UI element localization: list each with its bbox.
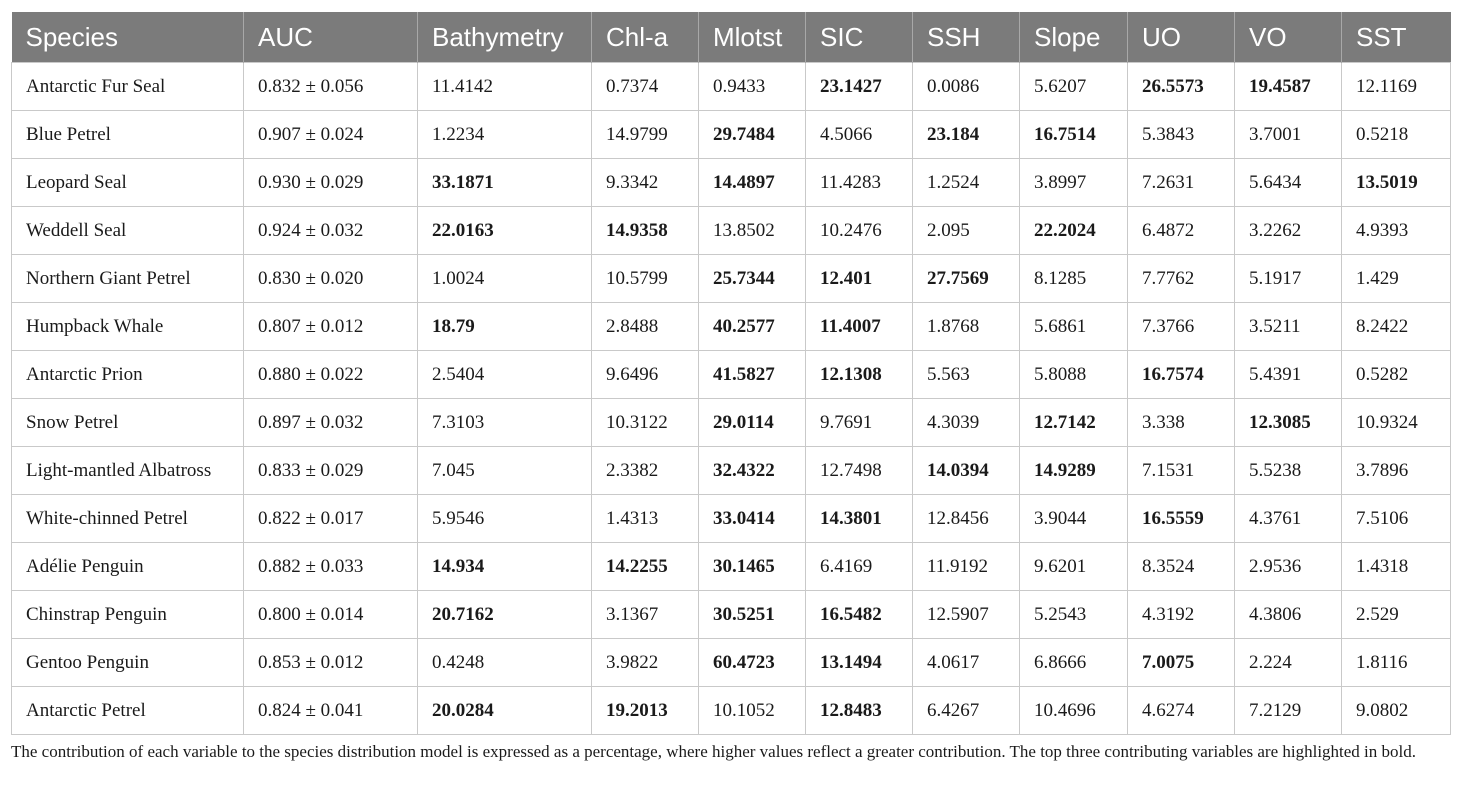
- cell-mlotst: 33.0414: [699, 495, 806, 543]
- cell-sst: 4.9393: [1342, 207, 1451, 255]
- cell-ssh: 1.8768: [913, 303, 1020, 351]
- header-row: [12, 12, 1451, 63]
- cell-sst: 10.9324: [1342, 399, 1451, 447]
- cell-slope: 9.6201: [1020, 543, 1128, 591]
- species-name-cell: Chinstrap Penguin: [12, 591, 244, 639]
- cell-sst: 1.8116: [1342, 639, 1451, 687]
- cell-sic: 11.4283: [806, 159, 913, 207]
- table-row: [12, 687, 1451, 735]
- table-row: [12, 63, 1451, 111]
- cell-auc: 0.897 ± 0.032: [244, 399, 418, 447]
- cell-mlotst: 41.5827: [699, 351, 806, 399]
- cell-uo: 16.7574: [1128, 351, 1235, 399]
- cell-ssh: 6.4267: [913, 687, 1020, 735]
- cell-mlotst: 30.1465: [699, 543, 806, 591]
- cell-auc: 0.882 ± 0.033: [244, 543, 418, 591]
- cell-auc: 0.800 ± 0.014: [244, 591, 418, 639]
- table-row: [12, 255, 1451, 303]
- species-name-cell: Antarctic Petrel: [12, 687, 244, 735]
- cell-auc: 0.833 ± 0.029: [244, 447, 418, 495]
- table-header: [12, 12, 1451, 63]
- species-name-cell: Snow Petrel: [12, 399, 244, 447]
- cell-bathymetry: 0.4248: [418, 639, 592, 687]
- cell-vo: 2.224: [1235, 639, 1342, 687]
- cell-sic: 13.1494: [806, 639, 913, 687]
- cell-sst: 1.429: [1342, 255, 1451, 303]
- cell-uo: 3.338: [1128, 399, 1235, 447]
- column-header-bathymetry: Bathymetry: [418, 12, 592, 63]
- cell-sst: 2.529: [1342, 591, 1451, 639]
- species-name-cell: Leopard Seal: [12, 159, 244, 207]
- cell-auc: 0.807 ± 0.012: [244, 303, 418, 351]
- cell-sst: 1.4318: [1342, 543, 1451, 591]
- cell-vo: 5.1917: [1235, 255, 1342, 303]
- cell-auc: 0.853 ± 0.012: [244, 639, 418, 687]
- cell-sst: 7.5106: [1342, 495, 1451, 543]
- cell-auc: 0.924 ± 0.032: [244, 207, 418, 255]
- table-row: [12, 351, 1451, 399]
- cell-ssh: 4.3039: [913, 399, 1020, 447]
- cell-ssh: 4.0617: [913, 639, 1020, 687]
- cell-uo: 7.2631: [1128, 159, 1235, 207]
- cell-sic: 6.4169: [806, 543, 913, 591]
- cell-sst: 0.5218: [1342, 111, 1451, 159]
- cell-mlotst: 0.9433: [699, 63, 806, 111]
- cell-bathymetry: 22.0163: [418, 207, 592, 255]
- species-name-cell: Blue Petrel: [12, 111, 244, 159]
- cell-sic: 4.5066: [806, 111, 913, 159]
- cell-vo: 4.3761: [1235, 495, 1342, 543]
- cell-vo: 2.9536: [1235, 543, 1342, 591]
- cell-slope: 16.7514: [1020, 111, 1128, 159]
- cell-uo: 7.7762: [1128, 255, 1235, 303]
- cell-chl-a: 14.9799: [592, 111, 699, 159]
- species-name-cell: Light-mantled Albatross: [12, 447, 244, 495]
- cell-uo: 7.0075: [1128, 639, 1235, 687]
- cell-bathymetry: 20.7162: [418, 591, 592, 639]
- cell-slope: 6.8666: [1020, 639, 1128, 687]
- cell-mlotst: 13.8502: [699, 207, 806, 255]
- column-header-species: Species: [12, 12, 244, 63]
- cell-bathymetry: 33.1871: [418, 159, 592, 207]
- cell-ssh: 2.095: [913, 207, 1020, 255]
- table-body: [12, 63, 1451, 735]
- species-contribution-table-wrapper: [11, 12, 1450, 735]
- cell-sst: 13.5019: [1342, 159, 1451, 207]
- cell-sic: 10.2476: [806, 207, 913, 255]
- column-header-ssh: SSH: [913, 12, 1020, 63]
- species-name-cell: Humpback Whale: [12, 303, 244, 351]
- cell-bathymetry: 18.79: [418, 303, 592, 351]
- table-row: [12, 399, 1451, 447]
- species-name-cell: Gentoo Penguin: [12, 639, 244, 687]
- table-row: [12, 639, 1451, 687]
- cell-ssh: 11.9192: [913, 543, 1020, 591]
- cell-slope: 12.7142: [1020, 399, 1128, 447]
- cell-sst: 9.0802: [1342, 687, 1451, 735]
- cell-sic: 9.7691: [806, 399, 913, 447]
- cell-chl-a: 2.3382: [592, 447, 699, 495]
- cell-vo: 3.5211: [1235, 303, 1342, 351]
- column-header-sst: SST: [1342, 12, 1451, 63]
- cell-vo: 5.6434: [1235, 159, 1342, 207]
- cell-slope: 3.9044: [1020, 495, 1128, 543]
- cell-auc: 0.907 ± 0.024: [244, 111, 418, 159]
- cell-uo: 26.5573: [1128, 63, 1235, 111]
- species-contribution-table: [11, 12, 1451, 735]
- cell-mlotst: 14.4897: [699, 159, 806, 207]
- cell-bathymetry: 2.5404: [418, 351, 592, 399]
- cell-chl-a: 9.6496: [592, 351, 699, 399]
- cell-mlotst: 32.4322: [699, 447, 806, 495]
- cell-uo: 6.4872: [1128, 207, 1235, 255]
- cell-bathymetry: 7.3103: [418, 399, 592, 447]
- cell-chl-a: 9.3342: [592, 159, 699, 207]
- cell-vo: 5.5238: [1235, 447, 1342, 495]
- table-row: [12, 159, 1451, 207]
- cell-sst: 8.2422: [1342, 303, 1451, 351]
- cell-ssh: 1.2524: [913, 159, 1020, 207]
- cell-sic: 16.5482: [806, 591, 913, 639]
- cell-ssh: 14.0394: [913, 447, 1020, 495]
- cell-slope: 5.2543: [1020, 591, 1128, 639]
- cell-vo: 5.4391: [1235, 351, 1342, 399]
- cell-auc: 0.832 ± 0.056: [244, 63, 418, 111]
- cell-mlotst: 29.0114: [699, 399, 806, 447]
- cell-bathymetry: 7.045: [418, 447, 592, 495]
- cell-sst: 12.1169: [1342, 63, 1451, 111]
- cell-auc: 0.824 ± 0.041: [244, 687, 418, 735]
- cell-uo: 4.3192: [1128, 591, 1235, 639]
- cell-chl-a: 3.1367: [592, 591, 699, 639]
- column-header-uo: UO: [1128, 12, 1235, 63]
- cell-sst: 3.7896: [1342, 447, 1451, 495]
- cell-auc: 0.930 ± 0.029: [244, 159, 418, 207]
- cell-vo: 7.2129: [1235, 687, 1342, 735]
- column-header-slope: Slope: [1020, 12, 1128, 63]
- column-header-auc: AUC: [244, 12, 418, 63]
- cell-auc: 0.830 ± 0.020: [244, 255, 418, 303]
- cell-bathymetry: 20.0284: [418, 687, 592, 735]
- table-row: [12, 543, 1451, 591]
- cell-mlotst: 29.7484: [699, 111, 806, 159]
- cell-vo: 19.4587: [1235, 63, 1342, 111]
- species-name-cell: Northern Giant Petrel: [12, 255, 244, 303]
- column-header-mlotst: Mlotst: [699, 12, 806, 63]
- cell-mlotst: 60.4723: [699, 639, 806, 687]
- cell-sic: 12.1308: [806, 351, 913, 399]
- cell-ssh: 23.184: [913, 111, 1020, 159]
- table-row: [12, 447, 1451, 495]
- cell-vo: 4.3806: [1235, 591, 1342, 639]
- cell-vo: 3.7001: [1235, 111, 1342, 159]
- cell-bathymetry: 5.9546: [418, 495, 592, 543]
- cell-slope: 3.8997: [1020, 159, 1128, 207]
- cell-mlotst: 10.1052: [699, 687, 806, 735]
- cell-ssh: 27.7569: [913, 255, 1020, 303]
- cell-sic: 12.8483: [806, 687, 913, 735]
- cell-chl-a: 14.9358: [592, 207, 699, 255]
- cell-bathymetry: 1.0024: [418, 255, 592, 303]
- cell-mlotst: 30.5251: [699, 591, 806, 639]
- table-row: [12, 207, 1451, 255]
- species-name-cell: Antarctic Fur Seal: [12, 63, 244, 111]
- cell-sic: 23.1427: [806, 63, 913, 111]
- cell-uo: 16.5559: [1128, 495, 1235, 543]
- table-footnote: The contribution of each variable to the species distribution model is expressed as a percentage, where higher values reflect a greater contribution. The top three contributing variables are highlighted in bold.: [11, 742, 1417, 761]
- cell-ssh: 0.0086: [913, 63, 1020, 111]
- column-header-vo: VO: [1235, 12, 1342, 63]
- cell-chl-a: 0.7374: [592, 63, 699, 111]
- cell-slope: 5.8088: [1020, 351, 1128, 399]
- cell-chl-a: 14.2255: [592, 543, 699, 591]
- cell-chl-a: 10.5799: [592, 255, 699, 303]
- cell-sst: 0.5282: [1342, 351, 1451, 399]
- cell-uo: 5.3843: [1128, 111, 1235, 159]
- cell-vo: 3.2262: [1235, 207, 1342, 255]
- cell-sic: 11.4007: [806, 303, 913, 351]
- cell-vo: 12.3085: [1235, 399, 1342, 447]
- table-row: [12, 591, 1451, 639]
- cell-chl-a: 10.3122: [592, 399, 699, 447]
- cell-ssh: 12.5907: [913, 591, 1020, 639]
- cell-slope: 8.1285: [1020, 255, 1128, 303]
- cell-sic: 14.3801: [806, 495, 913, 543]
- table-row: [12, 303, 1451, 351]
- column-header-chl-a: Chl-a: [592, 12, 699, 63]
- cell-auc: 0.880 ± 0.022: [244, 351, 418, 399]
- cell-slope: 22.2024: [1020, 207, 1128, 255]
- cell-sic: 12.401: [806, 255, 913, 303]
- cell-mlotst: 40.2577: [699, 303, 806, 351]
- cell-bathymetry: 14.934: [418, 543, 592, 591]
- cell-uo: 7.3766: [1128, 303, 1235, 351]
- species-name-cell: Antarctic Prion: [12, 351, 244, 399]
- cell-slope: 10.4696: [1020, 687, 1128, 735]
- cell-uo: 7.1531: [1128, 447, 1235, 495]
- cell-uo: 8.3524: [1128, 543, 1235, 591]
- table-row: [12, 495, 1451, 543]
- cell-slope: 5.6861: [1020, 303, 1128, 351]
- cell-mlotst: 25.7344: [699, 255, 806, 303]
- cell-slope: 14.9289: [1020, 447, 1128, 495]
- cell-bathymetry: 1.2234: [418, 111, 592, 159]
- cell-sic: 12.7498: [806, 447, 913, 495]
- species-name-cell: White-chinned Petrel: [12, 495, 244, 543]
- cell-uo: 4.6274: [1128, 687, 1235, 735]
- cell-bathymetry: 11.4142: [418, 63, 592, 111]
- cell-slope: 5.6207: [1020, 63, 1128, 111]
- species-name-cell: Adélie Penguin: [12, 543, 244, 591]
- cell-ssh: 12.8456: [913, 495, 1020, 543]
- species-name-cell: Weddell Seal: [12, 207, 244, 255]
- cell-chl-a: 19.2013: [592, 687, 699, 735]
- cell-chl-a: 3.9822: [592, 639, 699, 687]
- cell-chl-a: 2.8488: [592, 303, 699, 351]
- table-row: [12, 111, 1451, 159]
- cell-ssh: 5.563: [913, 351, 1020, 399]
- cell-auc: 0.822 ± 0.017: [244, 495, 418, 543]
- column-header-sic: SIC: [806, 12, 913, 63]
- cell-chl-a: 1.4313: [592, 495, 699, 543]
